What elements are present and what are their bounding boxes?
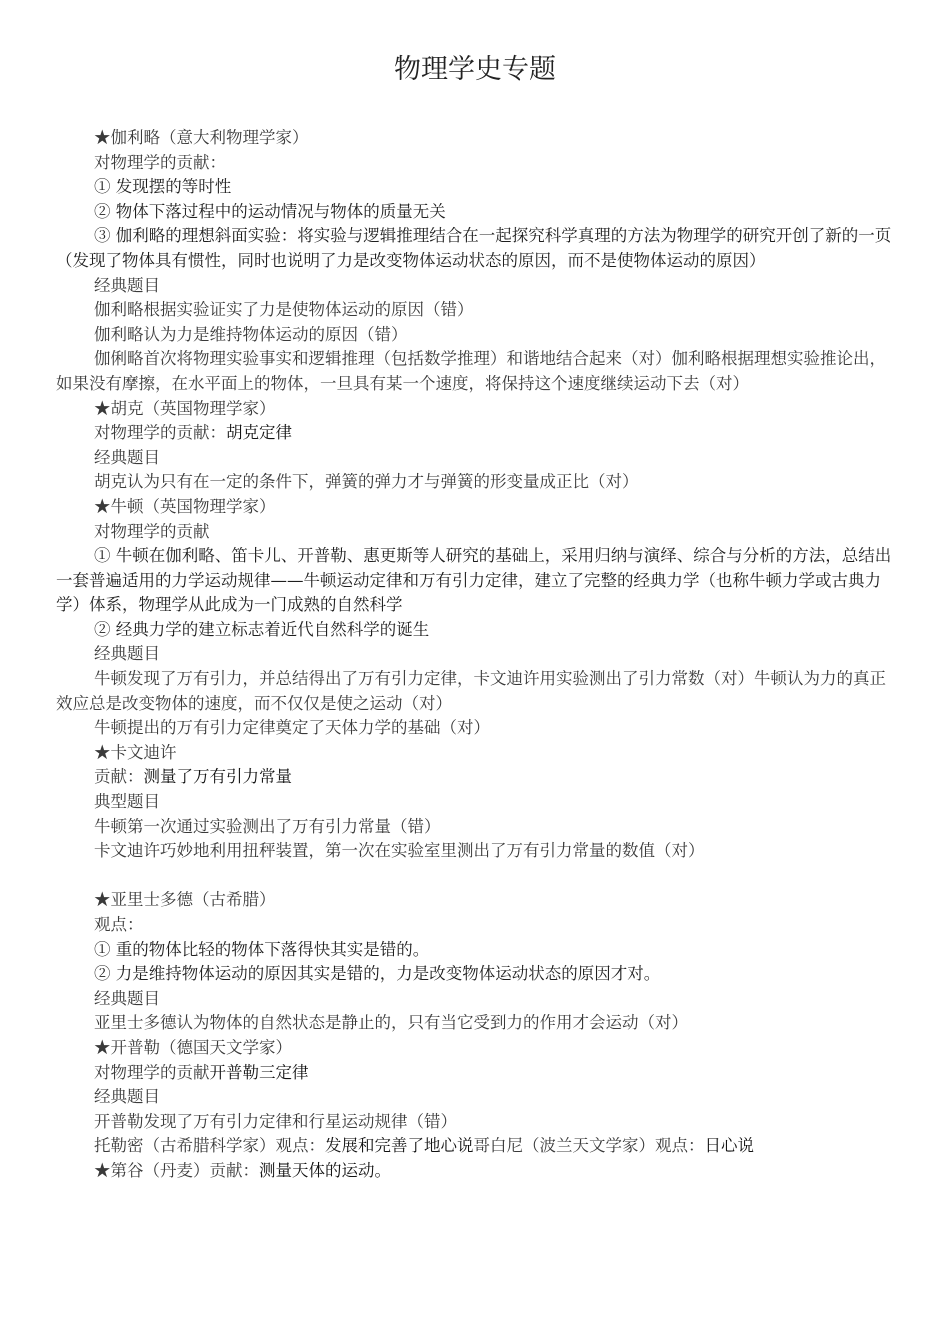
galileo-question-1: 伽利略根据实验证实了力是使物体运动的原因（错）	[94, 300, 474, 320]
cavendish-question-1: 牛顿第一次通过实验测出了万有引力常量（错）	[94, 816, 441, 836]
newton-question-label: 经典题目	[94, 644, 160, 664]
tycho-line	[56, 1159, 896, 1184]
newton-contrib-2: ② 经典力学的建立标志着近代自然科学的诞生	[94, 619, 430, 639]
ptolemy-copernicus-line	[56, 1134, 896, 1159]
galileo-contrib-1: ① 发现摆的等时性	[94, 177, 232, 197]
kepler-contrib-label: 对物理学的贡献	[94, 1062, 210, 1082]
copernicus-prefix: 哥白尼（波兰天文学家）观点：	[473, 1136, 705, 1156]
ptolemy-prefix: 托勒密（古希腊科学家）观点：	[94, 1136, 325, 1156]
galileo-question-3: 伽俐略首次将物理实验事实和逻辑推理（包括数学推理）和谐地结合起来（对）伽利略根据理想实验推论出，如果没有摩擦，在水平面上的物体，一旦具有某一个速度，将保持这个速度继续运动下去（对）	[56, 349, 886, 393]
newton-heading: ★牛顿（英国物理学家）	[94, 496, 276, 516]
kepler-heading: ★开普勒（德国天文学家）	[94, 1037, 292, 1057]
galileo-heading: ★伽利略（意大利物理学家）	[94, 128, 309, 147]
cavendish-contrib-value: 测量了万有引力常量	[143, 767, 292, 787]
galileo-contrib-3: ③ 伽利略的理想斜面实验：将实验与逻辑推理结合在一起探究科学真理的方法为物理学的研究开创了新的一页（发现了物体具有惯性，同时也说明了力是改变物体运动状态的原因，而不是使物体运动的原因）	[56, 226, 892, 270]
copernicus-value: 日心说	[704, 1136, 754, 1156]
hooke-question-1: 胡克认为只有在一定的条件下，弹簧的弹力才与弹簧的形变量成正比（对）	[94, 472, 639, 492]
kepler-question-label: 经典题目	[94, 1087, 160, 1107]
cavendish-heading: ★卡文迪许	[94, 742, 177, 762]
tycho-prefix: ★第谷（丹麦）贡献：	[94, 1160, 259, 1180]
cavendish-question-2: 卡文迪许巧妙地利用扭秤装置，第一次在实验室里测出了万有引力常量的数值（对）	[94, 841, 705, 861]
tycho-value: 测量天体的运动。	[259, 1160, 391, 1180]
document-body	[56, 126, 896, 1184]
page-title: 物理学史专题	[394, 54, 556, 85]
cavendish-contrib-label: 贡献：	[94, 767, 144, 787]
kepler-contrib-value: 开普勒三定律	[209, 1062, 309, 1082]
aristotle-question-1: 亚里士多德认为物体的自然状态是静止的，只有当它受到力的作用才会运动（对）	[94, 1013, 688, 1033]
newton-question-1: 牛顿发现了万有引力，并总结得出了万有引力定律，卡文迪许用实验测出了引力常数（对）牛顿认为力的真正效应总是改变物体的速度，而不仅仅是使之运动（对）	[56, 669, 886, 713]
aristotle-view-label: 观点：	[94, 915, 144, 934]
galileo-contrib-2: ② 物体下落过程中的运动情况与物体的质量无关	[94, 201, 446, 221]
kepler-question-1: 开普勒发现了万有引力定律和行星运动规律（错）	[94, 1111, 457, 1131]
hooke-heading: ★胡克（英国物理学家）	[94, 398, 276, 418]
hooke-question-label: 经典题目	[94, 447, 160, 467]
cavendish-question-label: 典型题目	[94, 792, 160, 812]
newton-contrib-1: ① 牛顿在伽利略、笛卡儿、开普勒、惠更斯等人研究的基础上，采用归纳与演绎、综合与分析的方法，总结出一套普遍适用的力学运动规律——牛顿运动定律和万有引力定律，建立了完整的经典力学（也称牛顿力学或古典力学）体系，物理学从此成为一门成熟的自然科学	[56, 546, 892, 615]
aristotle-view-1: ① 重的物体比轻的物体下落得快其实是错的。	[94, 939, 430, 959]
hooke-contrib-label: 对物理学的贡献：	[94, 423, 226, 443]
hooke-contrib	[56, 421, 896, 446]
aristotle-heading: ★亚里士多德（古希腊）	[94, 890, 276, 910]
aristotle-view-2: ② 力是维持物体运动的原因其实是错的，力是改变物体运动状态的原因才对。	[94, 964, 661, 984]
ptolemy-value: 发展和完善了地心说	[325, 1136, 474, 1156]
cavendish-contrib	[56, 765, 896, 790]
galileo-question-label: 经典题目	[94, 275, 160, 295]
galileo-question-2: 伽利略认为力是维持物体运动的原因（错）	[94, 324, 408, 344]
newton-contrib-label: 对物理学的贡献	[94, 521, 210, 541]
galileo-contrib-label: 对物理学的贡献：	[94, 152, 226, 172]
aristotle-question-label: 经典题目	[94, 988, 160, 1008]
newton-question-2: 牛顿提出的万有引力定律奠定了天体力学的基础（对）	[94, 718, 490, 738]
hooke-contrib-value: 胡克定律	[226, 423, 292, 443]
kepler-contrib	[56, 1061, 896, 1086]
